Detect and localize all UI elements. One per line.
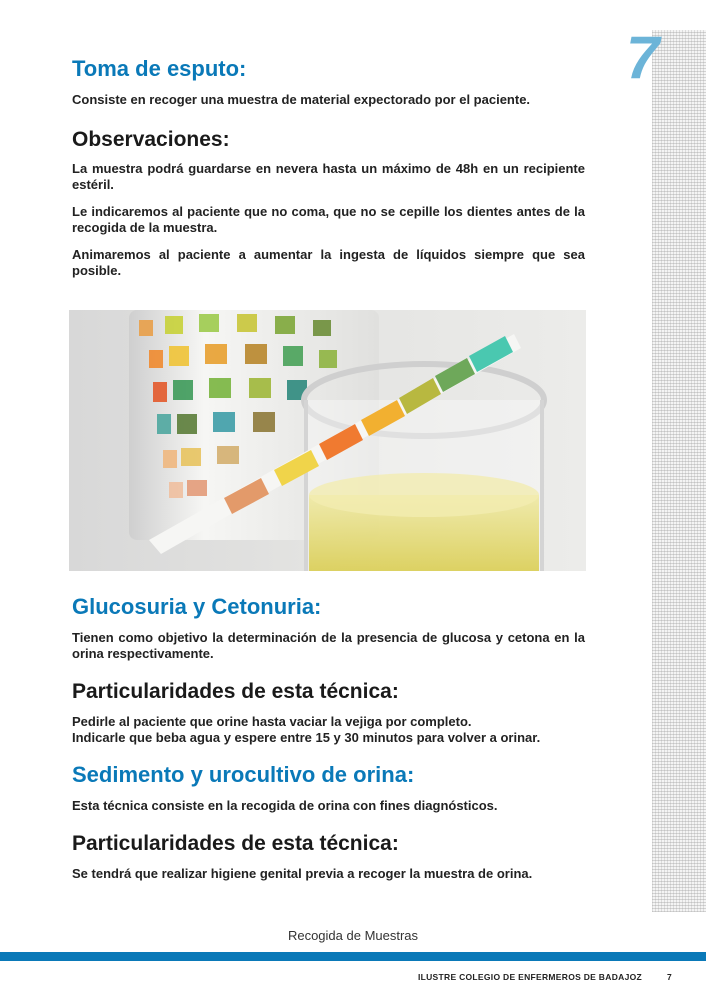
footer-page-number: 7 bbox=[667, 972, 672, 982]
particularidades-2-text: Se tendrá que realizar higiene genital previa a recoger la muestra de orina. bbox=[72, 866, 533, 881]
heading-particularidades-1: Particularidades de esta técnica: bbox=[72, 680, 399, 703]
heading-glucosuria: Glucosuria y Cetonuria: bbox=[72, 594, 322, 619]
footer-caption: Recogida de Muestras bbox=[287, 928, 419, 943]
heading-particularidades-2: Particularidades de esta técnica: bbox=[72, 832, 399, 855]
observaciones-p2: Le indicaremos al paciente que no coma, que no se cepille los dientes antes de la recogida de la muestra. bbox=[72, 204, 585, 235]
glucosuria-text: Tienen como objetivo la determinación de la presencia de glucosa y cetona en la orina respectivamente. bbox=[72, 630, 585, 661]
heading-sedimento: Sedimento y urocultivo de orina: bbox=[72, 762, 415, 787]
footer-bar bbox=[0, 952, 706, 961]
footer-organization: ILUSTRE COLEGIO DE ENFERMEROS DE BADAJOZ bbox=[417, 972, 642, 982]
urine-test-strip-photo bbox=[69, 310, 586, 571]
page-content bbox=[72, 56, 585, 279]
heading-toma-de-esputo: Toma de esputo: bbox=[72, 56, 247, 81]
observaciones-p3: Animaremos al paciente a aumentar la ingesta de líquidos siempre que sea posible. bbox=[72, 247, 585, 278]
particularidades-1-p2: Indicarle que beba agua y espere entre 15 y 30 minutos para volver a orinar. bbox=[72, 730, 541, 745]
page-content-lower bbox=[72, 594, 585, 882]
side-pattern-band bbox=[652, 30, 706, 912]
sedimento-text: Esta técnica consiste en la recogida de orina con fines diagnósticos. bbox=[72, 798, 498, 813]
particularidades-1-p1: Pedirle al paciente que orine hasta vaciar la vejiga por completo. bbox=[72, 714, 472, 729]
observaciones-p1: La muestra podrá guardarse en nevera hasta un máximo de 48h en un recipiente estéril. bbox=[72, 161, 585, 192]
heading-observaciones: Observaciones: bbox=[72, 128, 230, 151]
esputo-text: Consiste en recoger una muestra de material expectorado por el paciente. bbox=[72, 92, 531, 107]
chapter-number: 7 bbox=[626, 24, 660, 91]
